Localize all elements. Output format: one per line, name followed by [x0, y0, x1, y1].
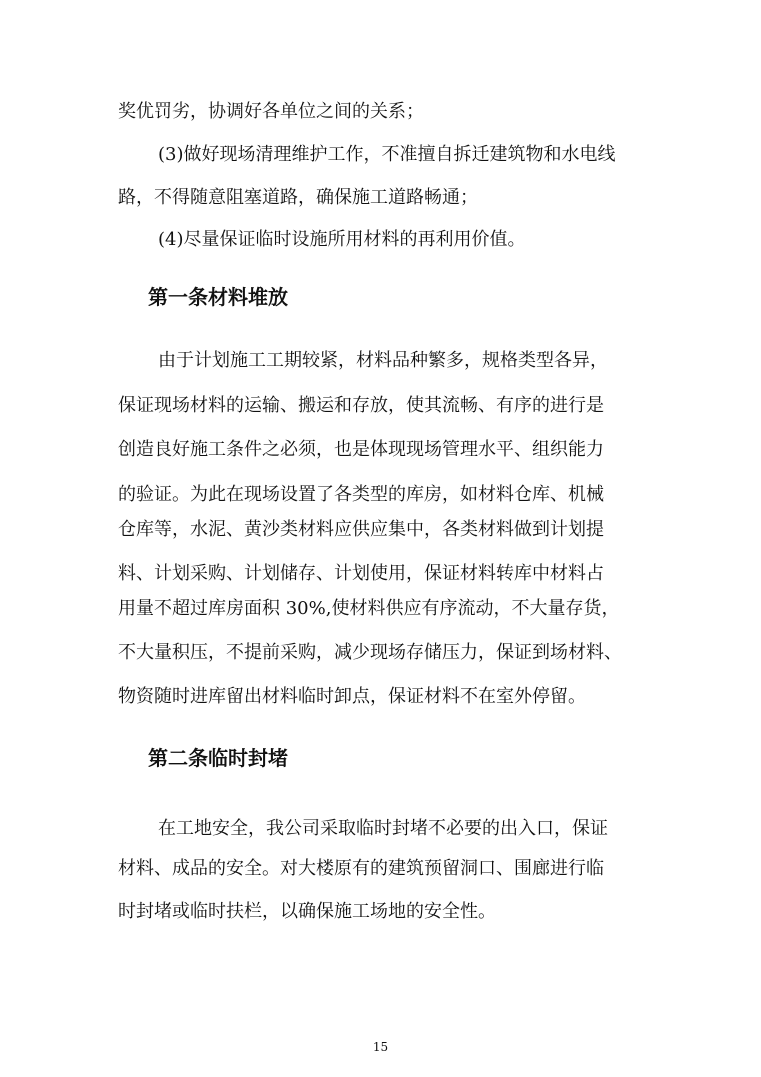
paragraph-line: 奖优罚劣，协调好各单位之间的关系； — [118, 101, 424, 122]
paragraph-line: 的验证。为此在现场设置了各类型的库房，如材料仓库、机械 — [118, 484, 604, 505]
paragraph-line: 仓库等，水泥、黄沙类材料应供应集中，各类材料做到计划提 — [118, 519, 604, 540]
paragraph-line: 用量不超过库房面积 30%,使材料供应有序流动，不大量存货， — [118, 598, 620, 619]
paragraph-line: 创造良好施工条件之必须，也是体现现场管理水平、组织能力 — [118, 439, 604, 460]
paragraph-line: 保证现场材料的运输、搬运和存放，使其流畅、有序的进行是 — [118, 395, 604, 416]
paragraph-line: 路，不得随意阻塞道路，确保施工道路畅通； — [118, 187, 478, 208]
paragraph-line: 时封堵或临时扶栏，以确保施工场地的安全性。 — [118, 901, 496, 922]
page-number: 15 — [372, 1040, 389, 1054]
section-heading-material-stacking: 第一条材料堆放 — [148, 285, 288, 309]
paragraph-line: 不大量积压，不提前采购，减少现场存储压力，保证到场材料、 — [118, 642, 622, 663]
paragraph-line: (4)尽量保证临时设施所用材料的再利用价值。 — [158, 229, 526, 250]
paragraph-line: 料、计划采购、计划储存、计划使用，保证材料转库中材料占 — [118, 563, 604, 584]
paragraph-line: 在工地安全，我公司采取临时封堵不必要的出入口，保证 — [158, 818, 608, 839]
paragraph-line: 物资随时进库留出材料临时卸点，保证材料不在室外停留。 — [118, 686, 586, 707]
section-heading-temporary-sealing: 第二条临时封堵 — [148, 746, 288, 770]
paragraph-line: (3)做好现场清理维护工作，不准擅自拆迁建筑物和水电线 — [158, 144, 616, 165]
paragraph-line: 由于计划施工工期较紧，材料品种繁多，规格类型各异， — [158, 350, 608, 371]
paragraph-line: 材料、成品的安全。对大楼原有的建筑预留洞口、围廊进行临 — [118, 858, 604, 879]
